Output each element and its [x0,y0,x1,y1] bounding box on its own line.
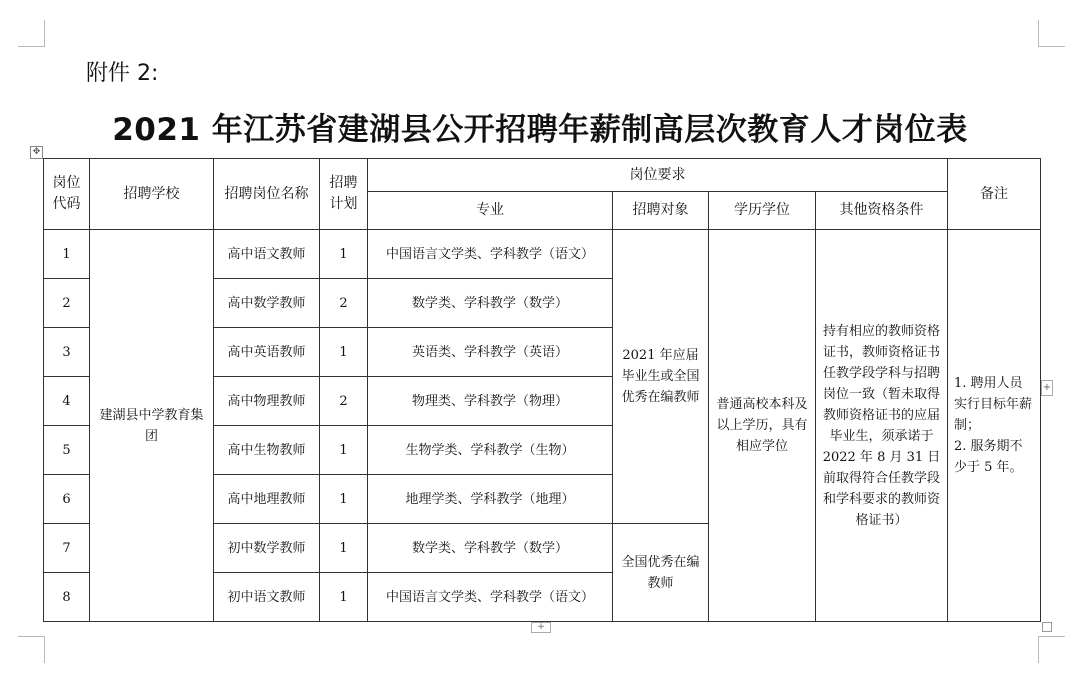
remarks-cell: 1. 聘用人员实行目标年薪制； 2. 服务期不少于 5 年。 [948,230,1041,622]
row-major: 中国语言文学类、学科教学（语文） [368,230,613,279]
page-corner-mark [1038,20,1065,47]
row-code: 5 [44,426,90,475]
row-position: 高中数学教师 [214,279,320,328]
table-row [44,230,1041,279]
row-plan: 1 [320,524,368,573]
row-major: 物理类、学科教学（物理） [368,377,613,426]
add-row-icon[interactable]: + [531,622,551,633]
row-code: 7 [44,524,90,573]
row-code: 8 [44,573,90,622]
row-position: 高中地理教师 [214,475,320,524]
row-position: 高中语文教师 [214,230,320,279]
header-remarks: 备注 [948,159,1041,230]
row-position: 初中语文教师 [214,573,320,622]
target-cell: 2021 年应届毕业生或全国优秀在编教师 [613,230,709,524]
page-corner-mark [18,636,45,663]
row-plan: 2 [320,377,368,426]
school-cell: 建湖县中学教育集团 [90,230,214,622]
row-plan: 1 [320,475,368,524]
header-position: 招聘岗位名称 [214,159,320,230]
row-major: 英语类、学科教学（英语） [368,328,613,377]
row-plan: 1 [320,426,368,475]
row-major: 数学类、学科教学（数学） [368,279,613,328]
page-corner-mark [1038,636,1065,663]
page-corner-mark [18,20,45,47]
degree-cell: 普通高校本科及以上学历，具有相应学位 [709,230,816,622]
table-move-handle-icon[interactable]: ✥ [30,146,43,159]
row-code: 3 [44,328,90,377]
row-position: 高中物理教师 [214,377,320,426]
row-plan: 1 [320,573,368,622]
table-resize-handle-icon[interactable] [1042,622,1052,632]
page-title: 2021 年江苏省建湖县公开招聘年薪制高层次教育人才岗位表 [112,112,968,148]
header-requirements: 岗位要求 [368,159,948,192]
row-code: 4 [44,377,90,426]
header-other: 其他资格条件 [816,192,948,230]
other-requirements-cell: 持有相应的教师资格证书，教师资格证书任教学段学科与招聘岗位一致（暂未取得教师资格证书的应届毕业生，须承诺于 2022 年 8 月 31 日前取得符合任教学段和学科要求的教师资格证书） [816,230,948,622]
row-code: 2 [44,279,90,328]
row-major: 中国语言文学类、学科教学（语文） [368,573,613,622]
header-major: 专业 [368,192,613,230]
row-position: 高中生物教师 [214,426,320,475]
row-code: 1 [44,230,90,279]
target-cell: 全国优秀在编教师 [613,524,709,622]
header-code: 岗位代码 [44,159,90,230]
header-plan: 招聘计划 [320,159,368,230]
add-column-icon[interactable]: + [1041,380,1053,396]
row-position: 高中英语教师 [214,328,320,377]
position-table [43,158,1041,622]
header-school: 招聘学校 [90,159,214,230]
row-plan: 2 [320,279,368,328]
row-code: 6 [44,475,90,524]
row-major: 数学类、学科教学（数学） [368,524,613,573]
attachment-label: 附件 2: [86,61,159,86]
header-target: 招聘对象 [613,192,709,230]
row-plan: 1 [320,230,368,279]
row-major: 地理学类、学科教学（地理） [368,475,613,524]
header-degree: 学历学位 [709,192,816,230]
row-position: 初中数学教师 [214,524,320,573]
row-major: 生物学类、学科教学（生物） [368,426,613,475]
row-plan: 1 [320,328,368,377]
